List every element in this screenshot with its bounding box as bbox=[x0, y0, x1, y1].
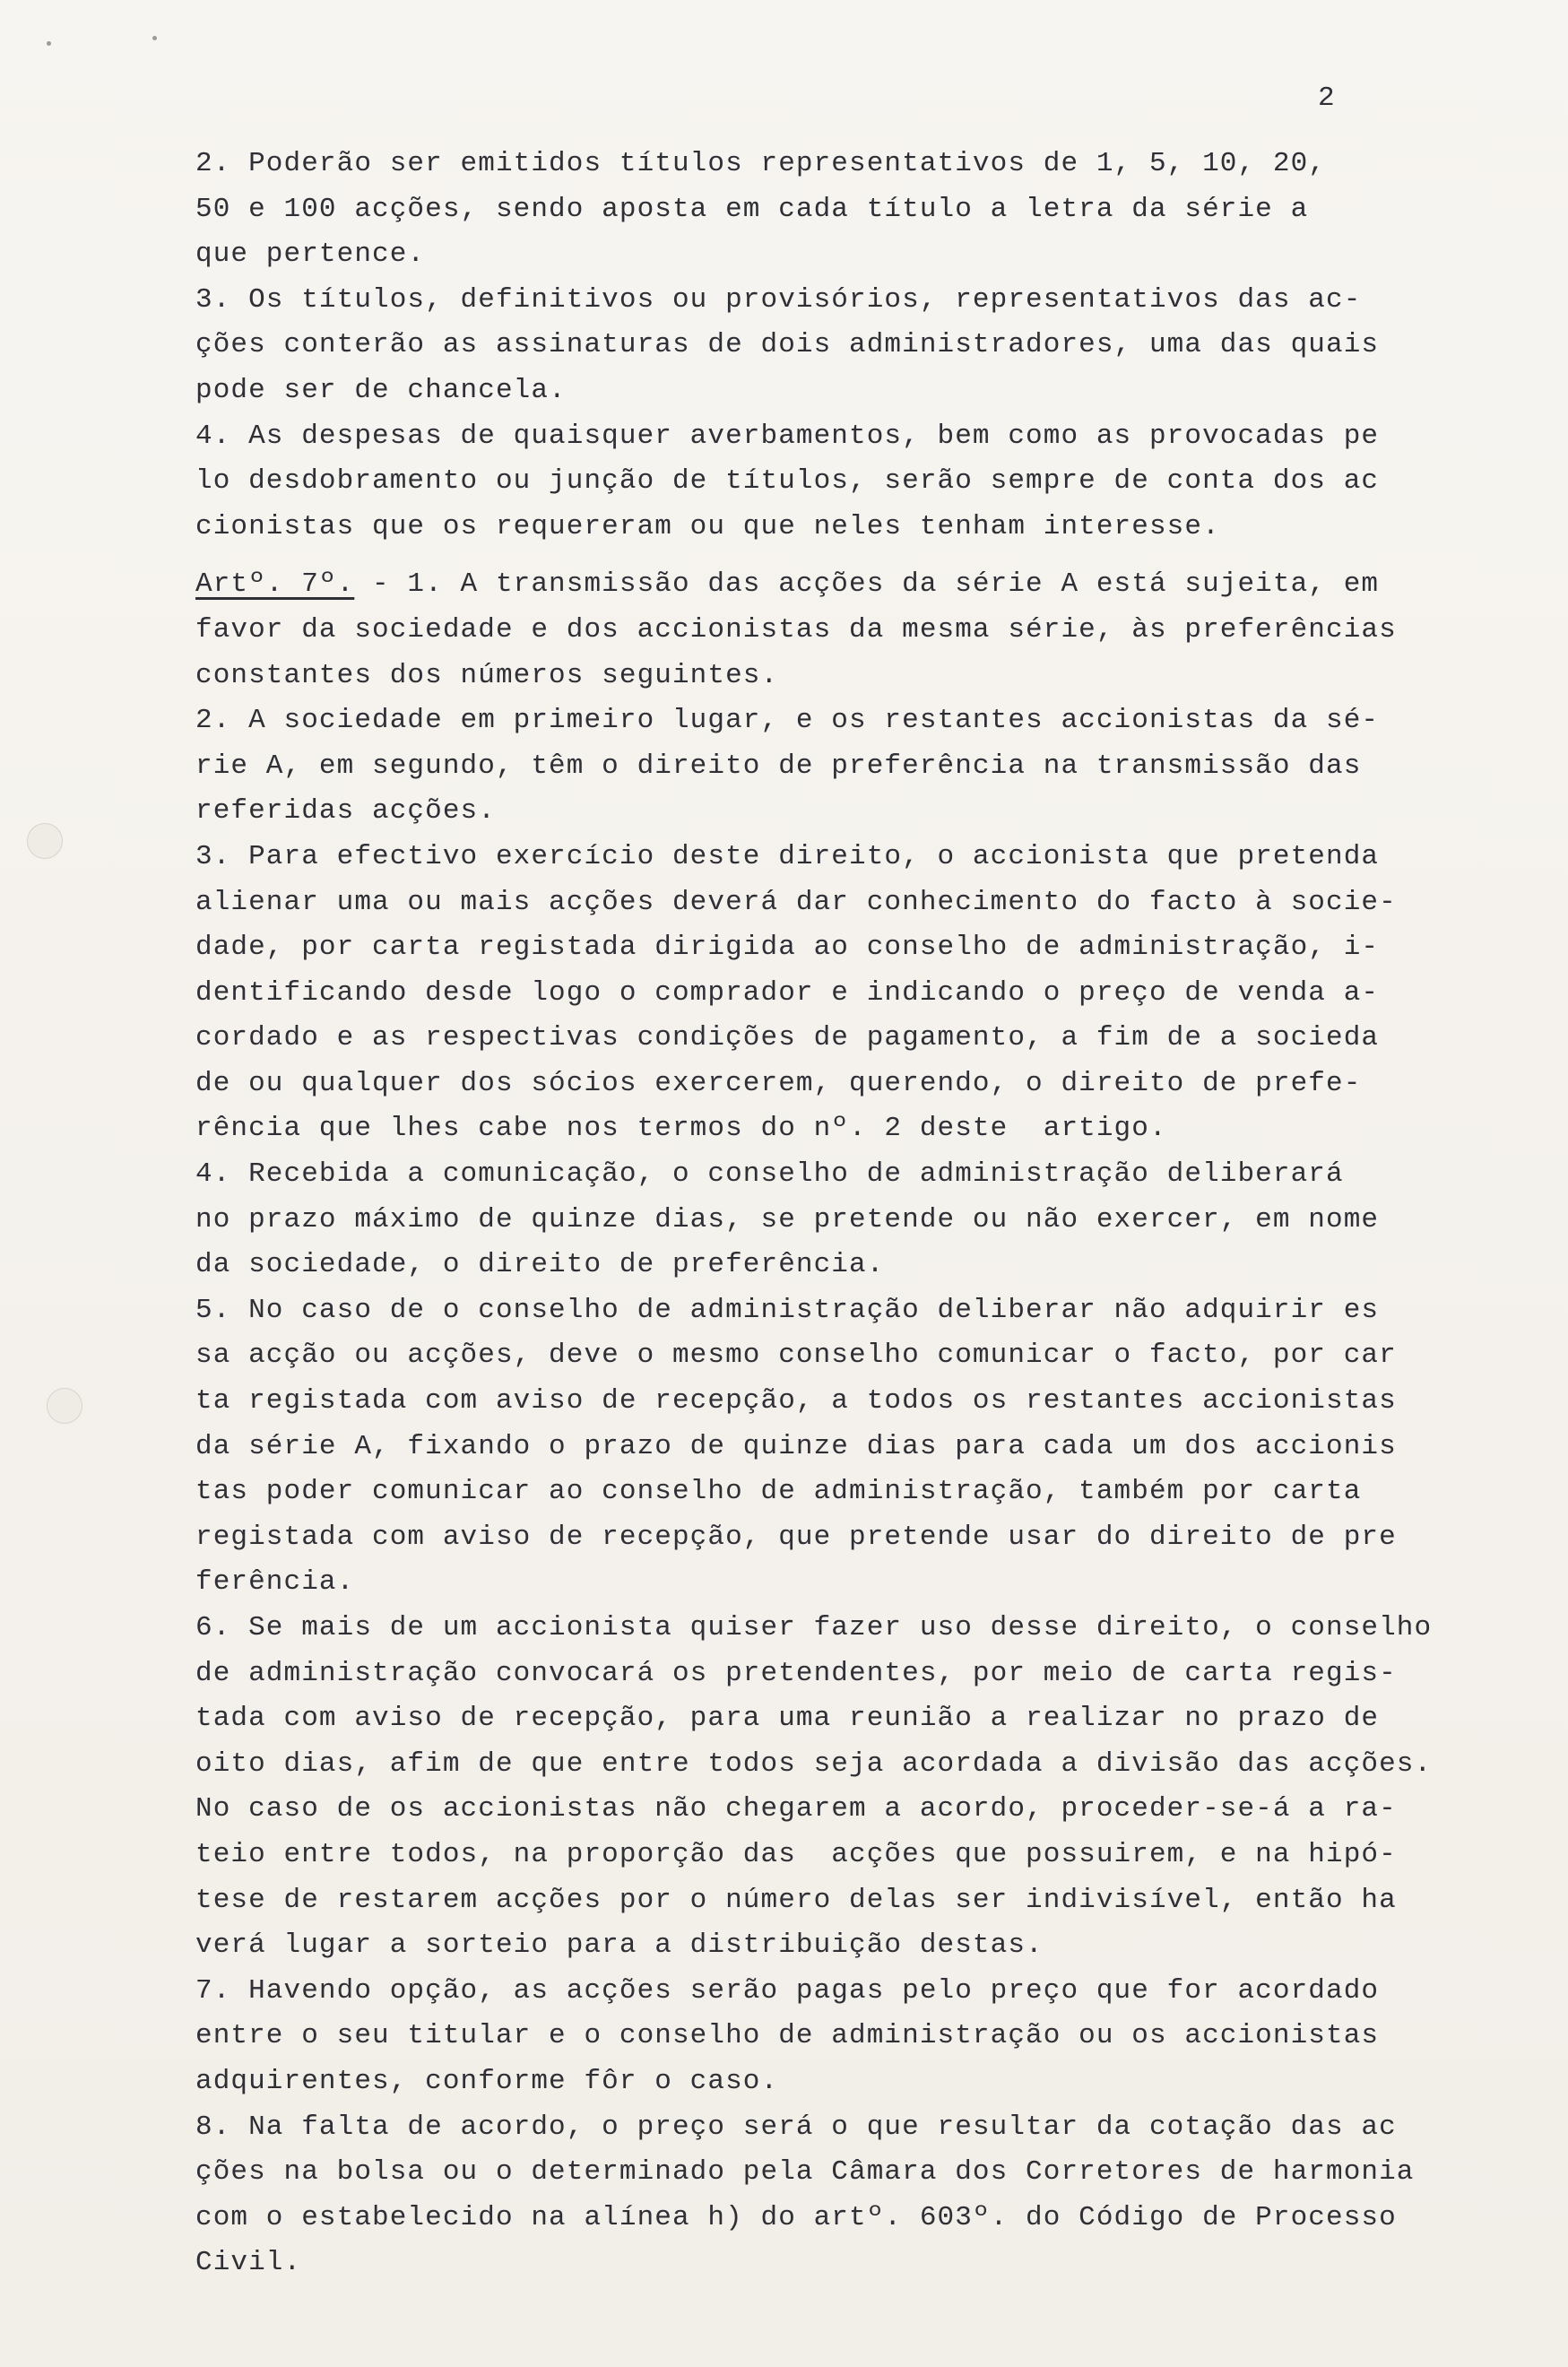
speck-mark bbox=[152, 36, 157, 40]
text-line: com o estabelecido na alínea h) do artº. 603º. do Código de Processo bbox=[195, 2201, 1397, 2233]
text-line: registada com aviso de recepção, que pretende usar do direito de pre bbox=[195, 1521, 1397, 1553]
text-line: referidas acções. bbox=[195, 795, 496, 828]
text-line: pode ser de chancela. bbox=[195, 374, 567, 406]
text-line: 3. Os títulos, definitivos ou provisórios, representativos das ac- bbox=[195, 283, 1362, 316]
text-line: que pertence. bbox=[195, 238, 426, 271]
text-line: rie A, em segundo, têm o direito de preferência na transmissão das bbox=[195, 750, 1362, 782]
text-line: favor da sociedade e dos accionistas da mesma série, às preferências bbox=[195, 613, 1397, 646]
text-line: de ou qualquer dos sócios exercerem, querendo, o direito de prefe- bbox=[195, 1067, 1362, 1099]
text-line: adquirentes, conforme fôr o caso. bbox=[195, 2065, 779, 2097]
text-line: ções conterão as assinaturas de dois administradores, uma das quais bbox=[195, 329, 1380, 361]
text-line: 4. As despesas de quaisquer averbamentos, bem como as provocadas pe bbox=[195, 420, 1380, 452]
text-line: oito dias, afim de que entre todos seja acordada a divisão das acções. bbox=[195, 1747, 1433, 1780]
text-line: alienar uma ou mais acções deverá dar conhecimento do facto à socie- bbox=[195, 886, 1397, 918]
text-line: 6. Se mais de um accionista quiser fazer uso desse direito, o conselho bbox=[195, 1612, 1433, 1643]
text-line: lo desdobramento ou junção de títulos, serão sempre de conta dos ac bbox=[195, 465, 1380, 498]
text-line: cordado e as respectivas condições de pagamento, a fim de a socieda bbox=[195, 1022, 1380, 1054]
punch-hole-top bbox=[27, 823, 63, 859]
text-line: cionistas que os requereram ou que neles tenham interesse. bbox=[195, 510, 1220, 542]
speck-mark bbox=[47, 41, 51, 46]
punch-hole-bottom bbox=[47, 1388, 82, 1424]
text-line: ta registada com aviso de recepção, a todos os restantes accionistas bbox=[195, 1385, 1397, 1418]
text-line: teio entre todos, na proporção das acções que possuirem, e na hipó- bbox=[195, 1838, 1397, 1870]
article-heading: Artº. 7º. bbox=[195, 568, 355, 601]
article-first-line bbox=[195, 562, 1513, 608]
text-line: tese de restarem acções por o número delas ser indivisível, então ha bbox=[195, 1884, 1397, 1916]
text-line: sa acção ou acções, deve o mesmo conselho comunicar o facto, por car bbox=[195, 1340, 1397, 1372]
text-line: entre o seu titular e o conselho de administração ou os accionistas bbox=[195, 2020, 1380, 2052]
text-line: 8. Na falta de acordo, o preço será o que resultar da cotação das ac bbox=[195, 2111, 1397, 2143]
text-line: constantes dos números seguintes. bbox=[195, 659, 779, 691]
text-line: No caso de os accionistas não chegarem a acordo, proceder-se-á a ra- bbox=[195, 1793, 1397, 1825]
text-line: ferência. bbox=[195, 1566, 355, 1599]
text-line: 4. Recebida a comunicação, o conselho de administração deliberará bbox=[195, 1158, 1344, 1191]
text-line: 50 e 100 acções, sendo aposta em cada título a letra da série a bbox=[195, 193, 1309, 225]
text-line: verá lugar a sorteio para a distribuição destas. bbox=[195, 1929, 1044, 1962]
article-first-line-text: - 1. A transmissão das acções da série A está sujeita, em bbox=[354, 568, 1380, 601]
text-line: 5. No caso de o conselho de administração deliberar não adquirir es bbox=[195, 1294, 1380, 1326]
paragraph-gap bbox=[195, 550, 1513, 562]
document-body bbox=[195, 142, 1513, 2332]
text-line: 2. A sociedade em primeiro lugar, e os restantes accionistas da sé- bbox=[195, 705, 1380, 737]
text-line: tas poder comunicar ao conselho de administração, também por carta bbox=[195, 1476, 1362, 1508]
text-line: 3. Para efectivo exercício deste direito, o accionista que pretenda bbox=[195, 840, 1380, 872]
text-line: ções na bolsa ou o determinado pela Câmara dos Corretores de harmonia bbox=[195, 2156, 1415, 2189]
text-line: Civil. bbox=[195, 2247, 302, 2279]
text-line: de administração convocará os pretendentes, por meio de carta regis- bbox=[195, 1657, 1397, 1689]
text-line: dade, por carta registada dirigida ao conselho de administração, i- bbox=[195, 932, 1380, 964]
text-line: tada com aviso de recepção, para uma reunião a realizar no prazo de bbox=[195, 1703, 1380, 1735]
text-line bbox=[195, 2286, 1513, 2332]
text-line: da série A, fixando o prazo de quinze dias para cada um dos accionis bbox=[195, 1430, 1397, 1462]
text-line: rência que lhes cabe nos termos do nº. 2 deste artigo. bbox=[195, 1113, 1167, 1145]
page-number: 2 bbox=[1318, 82, 1336, 114]
text-line: da sociedade, o direito de preferência. bbox=[195, 1249, 885, 1281]
text-line: 2. Poderão ser emitidos títulos representativos de 1, 5, 10, 20, bbox=[195, 148, 1326, 179]
text-line: dentificando desde logo o comprador e indicando o preço de venda a- bbox=[195, 976, 1380, 1009]
text-line: no prazo máximo de quinze dias, se pretende ou não exercer, em nome bbox=[195, 1203, 1380, 1236]
text-line: 7. Havendo opção, as acções serão pagas pelo preço que for acordado bbox=[195, 1974, 1380, 2007]
